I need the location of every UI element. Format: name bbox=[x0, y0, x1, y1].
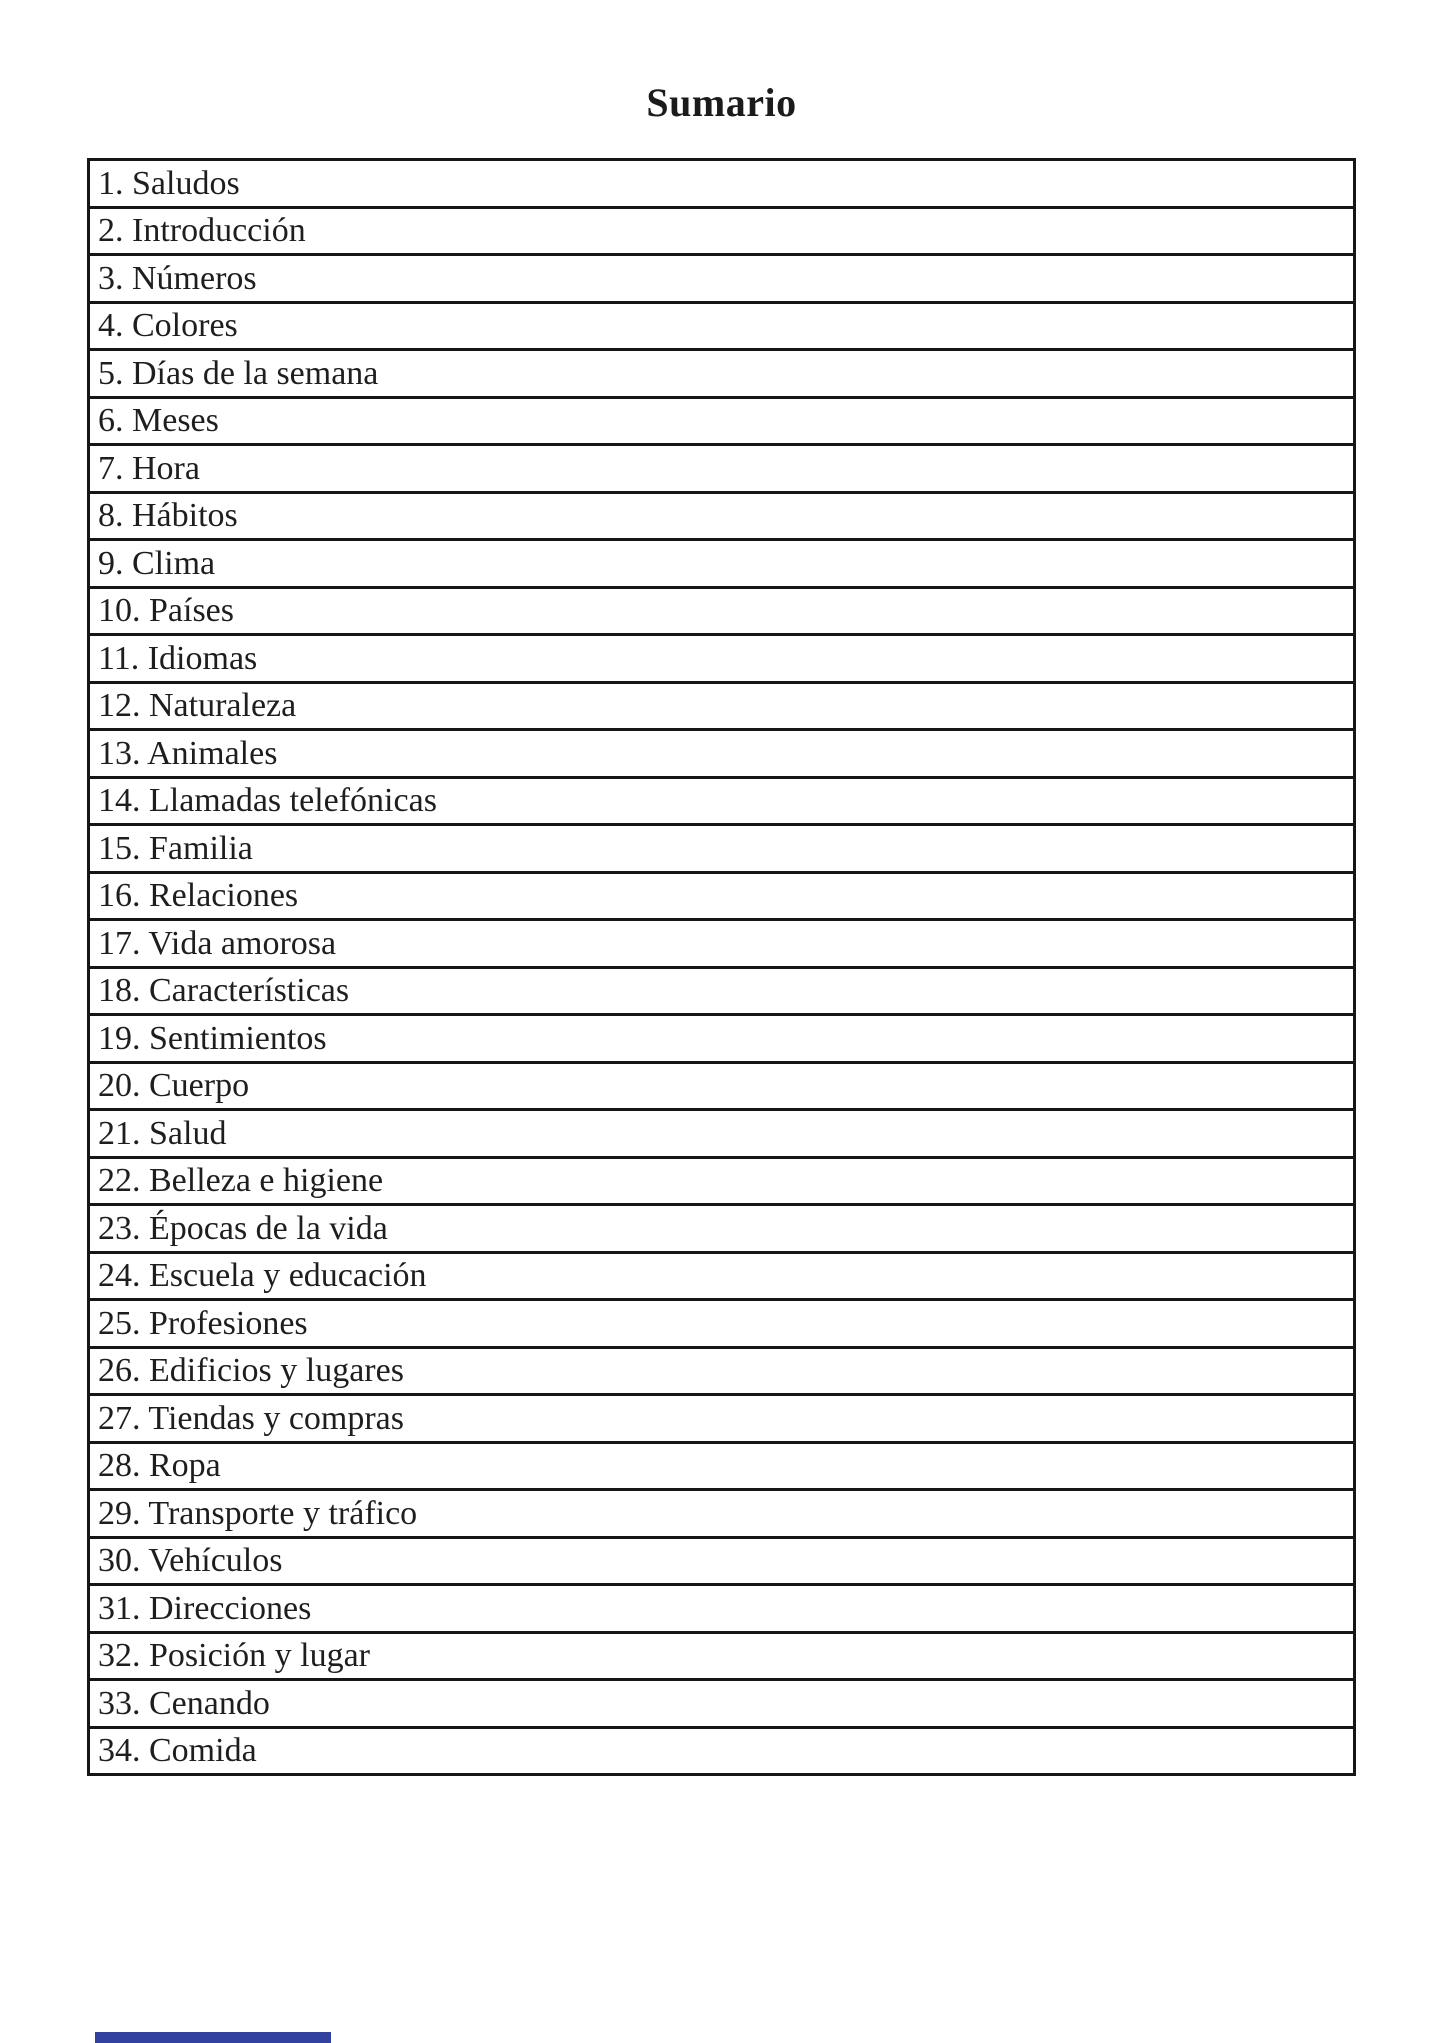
toc-row bbox=[90, 351, 1353, 399]
toc-item-label: 3. Números bbox=[98, 259, 257, 297]
toc-row bbox=[90, 1491, 1353, 1539]
toc-item-label: 22. Belleza e higiene bbox=[98, 1162, 384, 1199]
toc-row bbox=[90, 779, 1353, 827]
toc-item-label: 2. Introducción bbox=[98, 212, 306, 249]
toc-row bbox=[90, 1111, 1353, 1159]
toc-row bbox=[90, 921, 1353, 969]
toc-item-label: 30. Vehículos bbox=[98, 1542, 283, 1579]
toc-item-label: 29. Transporte y tráfico bbox=[98, 1494, 418, 1532]
toc-item-label: 13. Animales bbox=[98, 734, 278, 772]
toc-row bbox=[90, 1444, 1353, 1492]
footer-link-bar[interactable] bbox=[95, 2032, 331, 2043]
toc-item-label: 31. Direcciones bbox=[98, 1589, 312, 1627]
toc-item-label: 34. Comida bbox=[98, 1732, 257, 1769]
toc-row bbox=[90, 1539, 1353, 1587]
toc-item-label: 24. Escuela y educación bbox=[98, 1257, 427, 1294]
toc-row bbox=[90, 969, 1353, 1017]
toc-item-label: 15. Familia bbox=[98, 829, 253, 867]
toc-row bbox=[90, 1681, 1353, 1729]
toc-row bbox=[90, 589, 1353, 637]
toc-item-label: 26. Edificios y lugares bbox=[98, 1352, 404, 1389]
toc-row bbox=[90, 636, 1353, 684]
toc-row bbox=[90, 446, 1353, 494]
toc-row bbox=[90, 1206, 1353, 1254]
toc-item-label: 6. Meses bbox=[98, 402, 219, 439]
toc-row bbox=[90, 161, 1353, 209]
toc-item-label: 11. Idiomas bbox=[98, 639, 258, 677]
toc-row bbox=[90, 399, 1353, 447]
toc-row bbox=[90, 684, 1353, 732]
toc-item-label: 23. Épocas de la vida bbox=[98, 1209, 388, 1247]
toc-item-label: 33. Cenando bbox=[98, 1684, 270, 1722]
toc-item-label: 7. Hora bbox=[98, 449, 200, 487]
toc-item-label: 20. Cuerpo bbox=[98, 1067, 250, 1104]
toc-item-label: 17. Vida amorosa bbox=[98, 924, 337, 962]
toc-row bbox=[90, 304, 1353, 352]
toc-item-label: 27. Tiendas y compras bbox=[98, 1399, 404, 1437]
toc-row bbox=[90, 256, 1353, 304]
toc-row bbox=[90, 731, 1353, 779]
toc-item-label: 10. Países bbox=[98, 592, 234, 629]
toc-item-label: 28. Ropa bbox=[98, 1447, 221, 1484]
toc-item-label: 25. Profesiones bbox=[98, 1304, 308, 1342]
toc-item-label: 9. Clima bbox=[98, 544, 216, 582]
toc-item-label: 12. Naturaleza bbox=[98, 687, 297, 724]
toc-row bbox=[90, 1634, 1353, 1682]
toc-item-label: 1. Saludos bbox=[98, 164, 240, 202]
toc-item-label: 18. Características bbox=[98, 972, 350, 1009]
toc-item-label: 19. Sentimientos bbox=[98, 1019, 327, 1057]
toc-item-label: 21. Salud bbox=[98, 1114, 227, 1152]
toc-row bbox=[90, 1301, 1353, 1349]
toc-row bbox=[90, 826, 1353, 874]
toc-row bbox=[90, 1349, 1353, 1397]
toc-item-label: 4. Colores bbox=[98, 307, 238, 344]
toc-row bbox=[90, 1159, 1353, 1207]
toc-item-label: 32. Posición y lugar bbox=[98, 1637, 370, 1674]
toc-row bbox=[90, 1396, 1353, 1444]
toc-row bbox=[90, 1729, 1353, 1774]
toc-row bbox=[90, 1254, 1353, 1302]
page-title: Sumario bbox=[646, 80, 797, 125]
toc-item-label: 8. Hábitos bbox=[98, 497, 238, 534]
toc-row bbox=[90, 209, 1353, 257]
toc-item-label: 14. Llamadas telefónicas bbox=[98, 782, 437, 819]
toc-row bbox=[90, 1064, 1353, 1112]
toc-row bbox=[90, 874, 1353, 922]
toc-row bbox=[90, 1016, 1353, 1064]
toc-item-label: 16. Relaciones bbox=[98, 877, 299, 914]
toc-row bbox=[90, 541, 1353, 589]
toc-row bbox=[90, 494, 1353, 542]
toc-item-label: 5. Días de la semana bbox=[98, 354, 379, 392]
summary-table bbox=[87, 158, 1356, 1776]
toc-row bbox=[90, 1586, 1353, 1634]
